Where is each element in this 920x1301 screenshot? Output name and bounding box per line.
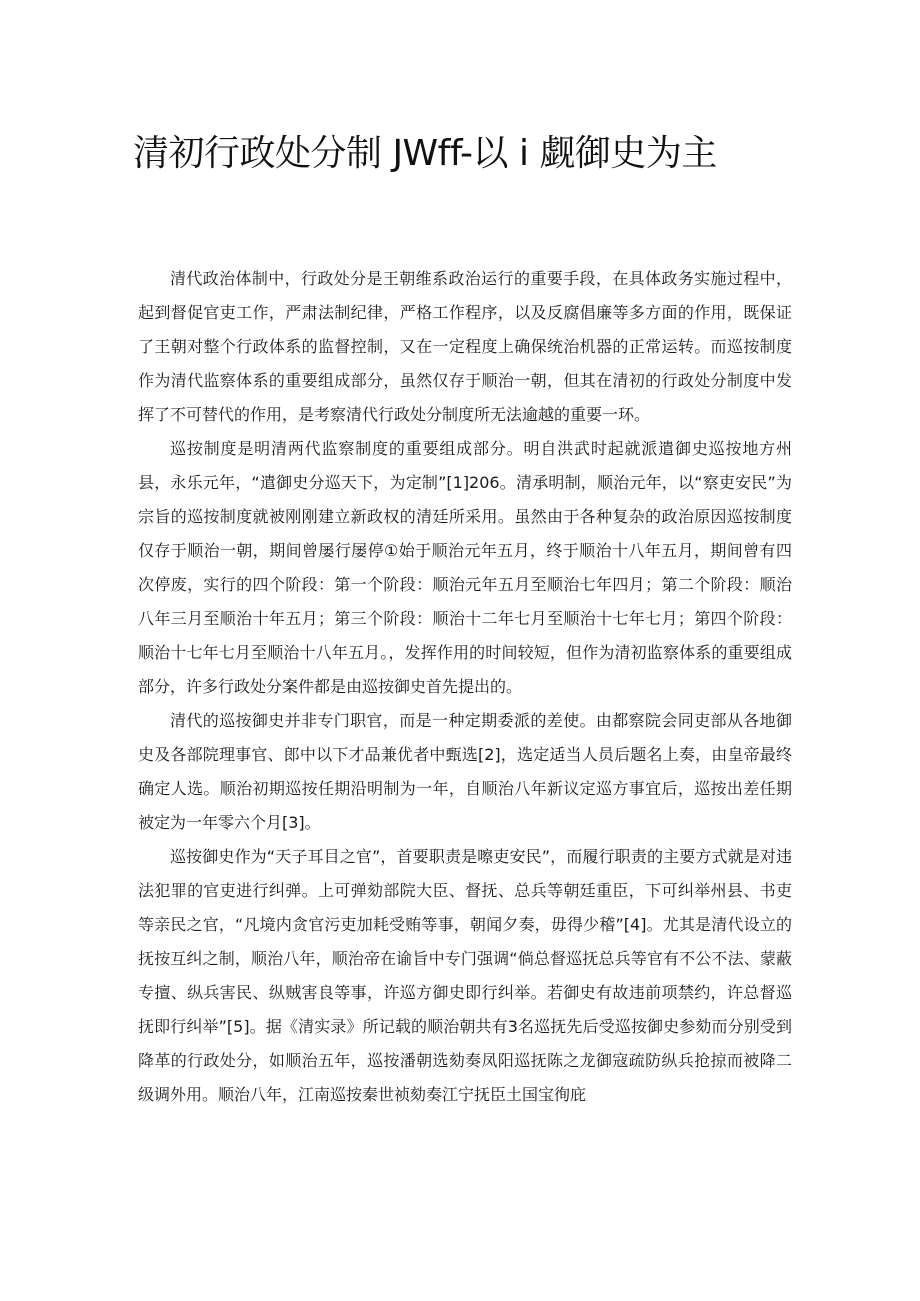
paragraph-3: 清代的巡按御史并非专门职官，而是一种定期委派的差使。由都察院会同吏部从各地御史及各部院理事官、郎中以下才品兼优者中甄选[2]，选定适当人员后题名上奏，由皇帝最终确定人选。顺治初期巡按任期沿明制为一年，自顺治八年新议定巡方事宜后，巡按出差任期被定为一年零六个月[3]。 xyxy=(138,711,792,832)
document-body xyxy=(138,262,792,1112)
paragraph-1: 清代政治体制中，行政处分是王朝维系政治运行的重要手段，在具体政务实施过程中，起到督促官吏工作，严肃法制纪律，严格工作程序，以及反腐倡廉等多方面的作用，既保证了王朝对整个行政体系的监督控制，又在一定程度上确保统治机器的正常运转。而巡按制度作为清代监察体系的重要组成部分，虽然仅存于顺治一朝，但其在清初的行政处分制度中发挥了不可替代的作用，是考察清代行政处分制度所无法逾越的重要一环。 xyxy=(138,269,792,424)
document-title: 清初行政处分制 JWff-以 i 觑御史为主 xyxy=(133,133,717,174)
paragraph-2: 巡按制度是明清两代监察制度的重要组成部分。明自洪武时起就派遣御史巡按地方州县，永乐元年，“遣御史分巡天下，为定制”[1]206。清承明制，顺治元年，以“察吏安民”为宗旨的巡按制度就被刚刚建立新政权的清廷所采用。虽然由于各种复杂的政治原因巡按制度仅存于顺治一朝，期间曾屡行屡停①始于顺治元年五月，终于顺治十八年五月，期间曾有四次停废，实行的四个阶段：第一个阶段：顺治元年五月至顺治七年四月；第二个阶段：顺治八年三月至顺治十年五月；第三个阶段：顺治十二年七月至顺治十七年七月；第四个阶段：顺治十七年七月至顺治十八年五月。，发挥作用的时间较短，但作为清初监察体系的重要组成部分，许多行政处分案件都是由巡按御史首先提出的。 xyxy=(138,439,792,696)
paragraph-4: 巡按御史作为“天子耳目之官”，首要职责是嚓吏安民”，而履行职责的主要方式就是对违法犯罪的官吏进行纠弹。上可弹劾部院大臣、督抚、总兵等朝廷重臣，下可纠举州县、书吏等亲民之官，“凡境内贪官污吏加耗受贿等事，朝闻夕奏，毋得少稽”[4]。尤其是清代设立的抚按互纠之制，顺治八年，顺治帝在谕旨中专门强调“倘总督巡抚总兵等官有不公不法、蒙蔽专擅、纵兵害民、纵贼害良等事，许巡方御史即行纠举。若御史有故违前项禁约，许总督巡抚即行纠举”[5]。据《清实录》所记载的顺治朝共有3名巡抚先后受巡按御史参劾而分别受到降革的行政处分，如顺治五年，巡按潘朝选劾奏凤阳巡抚陈之龙御寇疏防纵兵抢掠而被降二级调外用。顺治八年，江南巡按秦世祯劾奏江宁抚臣土国宝徇庇 xyxy=(138,847,792,1104)
